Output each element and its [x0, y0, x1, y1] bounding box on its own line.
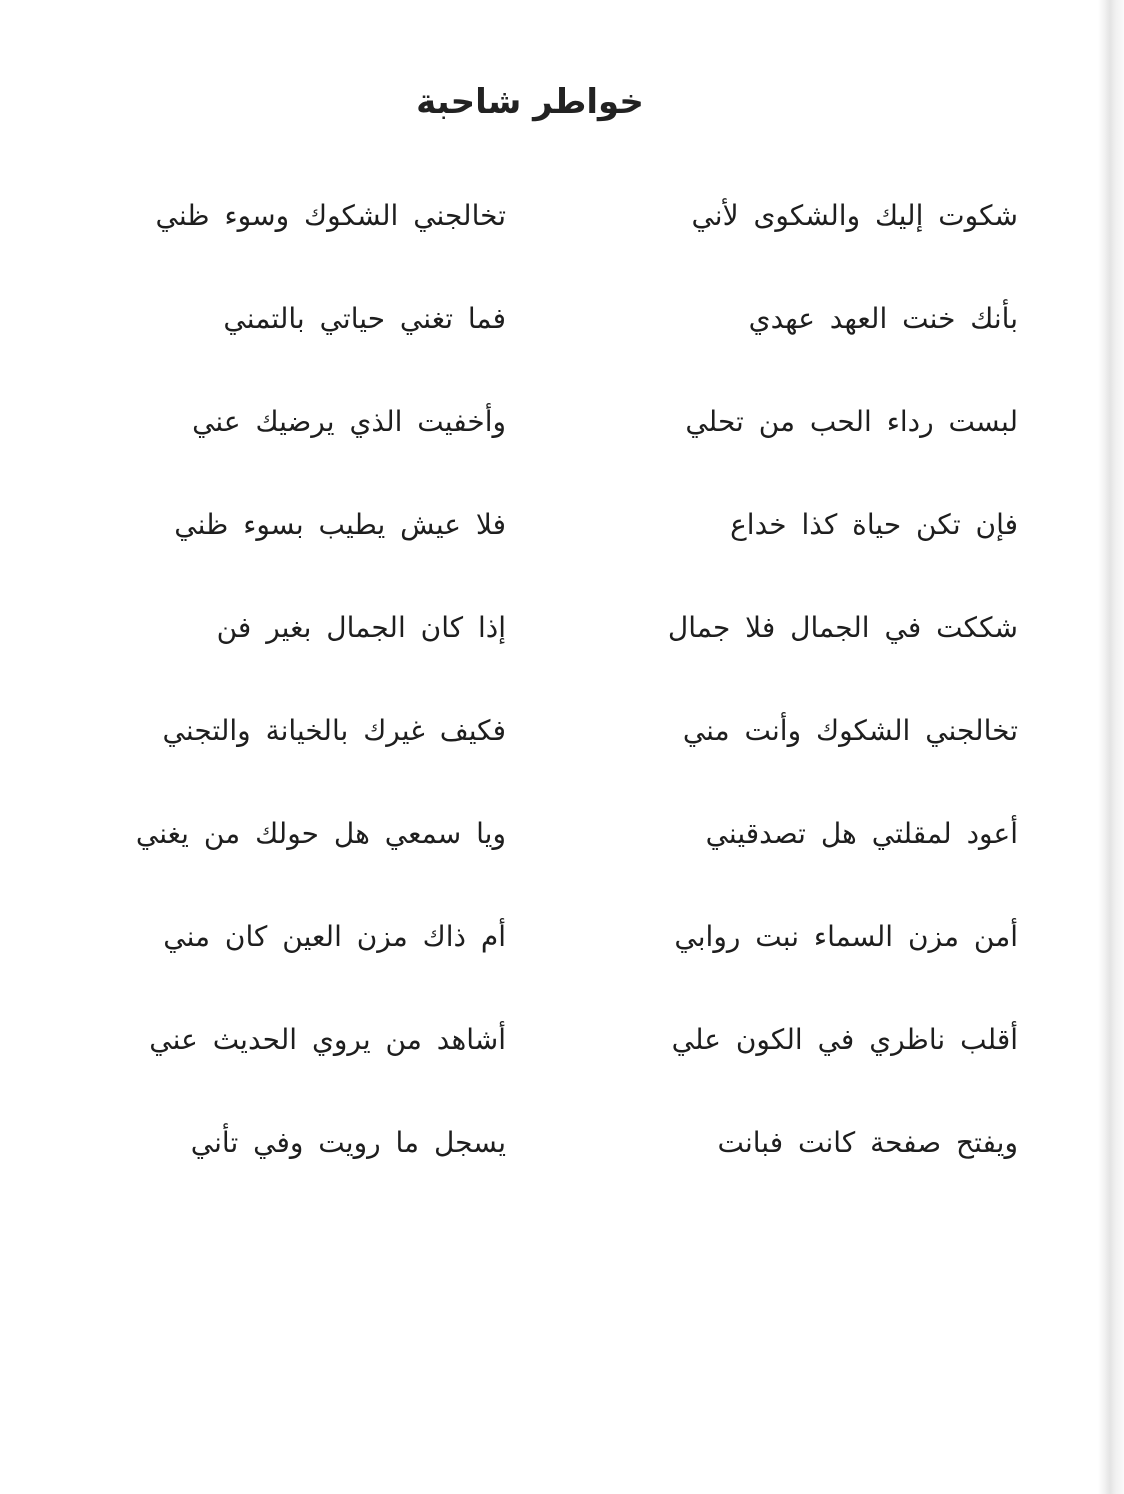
verse-line [0, 907, 1124, 1010]
verse-first-half: تخالجني الشكوك وأنت مني [682, 714, 1018, 747]
verse-line [0, 1113, 1124, 1216]
verse-first-half: بأنك خنت العهد عهدي [748, 302, 1018, 335]
verse-line [0, 804, 1124, 907]
verse-first-half: لبست رداء الحب من تحلي [685, 405, 1018, 438]
verse-second-half: فكيف غيرك بالخيانة والتجني [162, 714, 506, 747]
poem-body [0, 186, 1124, 1216]
verse-first-half: أمن مزن السماء نبت روابي [674, 920, 1018, 953]
verse-first-half: ويفتح صفحة كانت فبانت [717, 1126, 1018, 1159]
verse-line [0, 392, 1124, 495]
verse-second-half: إذا كان الجمال بغير فن [216, 611, 506, 644]
verse-second-half: أشاهد من يروي الحديث عني [149, 1023, 506, 1056]
verse-second-half: فلا عيش يطيب بسوء ظني [174, 508, 506, 541]
verse-second-half: فما تغني حياتي بالتمني [223, 302, 506, 335]
verse-line [0, 495, 1124, 598]
verse-first-half: أقلب ناظري في الكون علي [671, 1023, 1018, 1056]
verse-second-half: يسجل ما رويت وفي تأني [190, 1126, 506, 1159]
verse-first-half: شككت في الجمال فلا جمال [667, 611, 1018, 644]
poem-title: خواطر شاحبة [416, 82, 644, 122]
verse-first-half: أعود لمقلتي هل تصدقيني [705, 817, 1018, 850]
verse-line [0, 701, 1124, 804]
verse-second-half: وأخفيت الذي يرضيك عني [192, 405, 506, 438]
verse-line [0, 1010, 1124, 1113]
verse-line [0, 598, 1124, 701]
verse-second-half: أم ذاك مزن العين كان مني [163, 920, 506, 953]
verse-line [0, 186, 1124, 289]
verse-second-half: تخالجني الشكوك وسوء ظني [155, 199, 506, 232]
verse-second-half: ويا سمعي هل حولك من يغني [135, 817, 506, 850]
verse-first-half: فإن تكن حياة كذا خداع [730, 508, 1018, 541]
verse-line [0, 289, 1124, 392]
verse-first-half: شكوت إليك والشكوى لأني [691, 199, 1018, 232]
